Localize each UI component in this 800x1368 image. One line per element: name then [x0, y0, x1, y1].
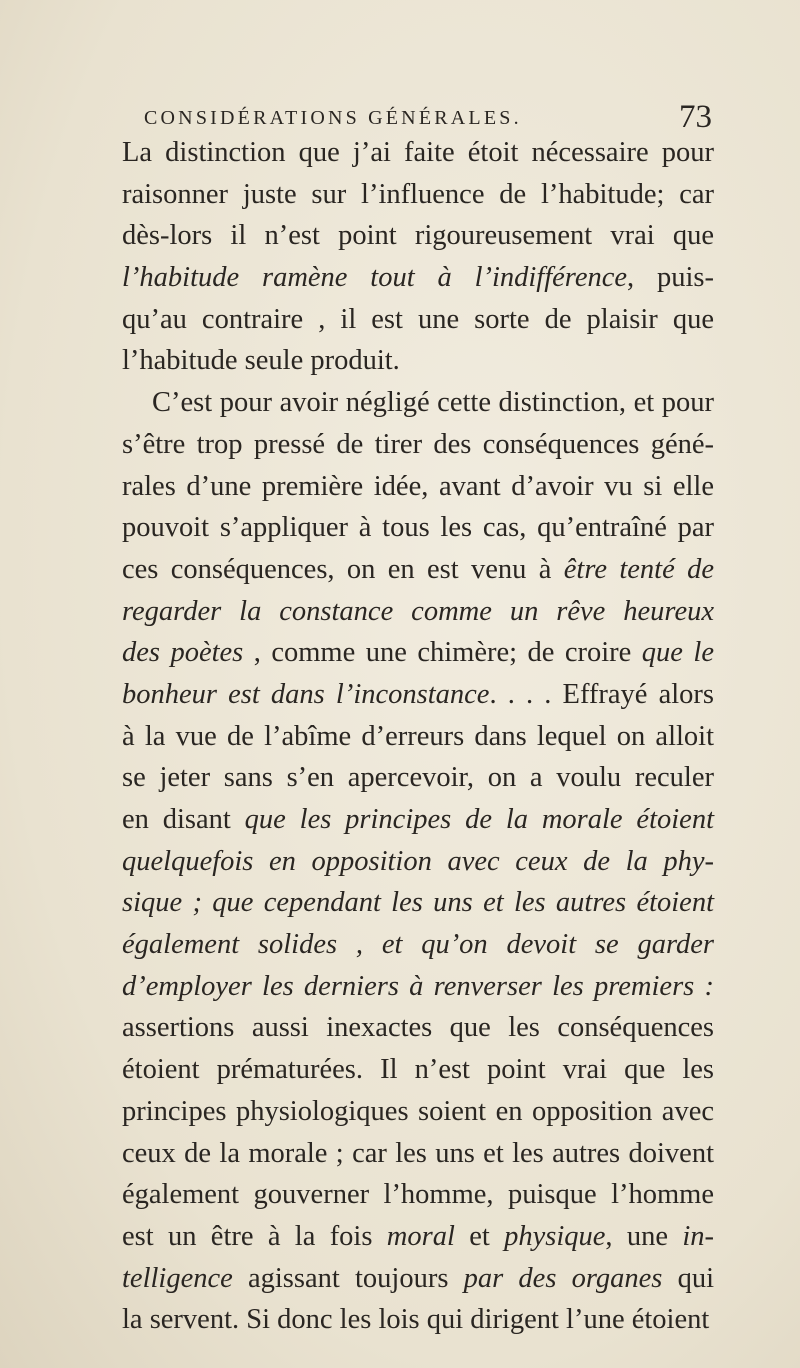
- text-run: également gouverner l’homme, puisque l’homme: [122, 1179, 714, 1211]
- text-line: [122, 174, 714, 216]
- text-line: [122, 1133, 714, 1175]
- text-line: [122, 340, 714, 382]
- text-line: [122, 716, 714, 758]
- text-run: principes physiologiques soient en opposition avec: [122, 1095, 714, 1127]
- text-run: s’être trop pressé de tirer des conséquences géné-: [122, 428, 714, 460]
- text-line: [122, 132, 714, 174]
- text-line: [122, 215, 714, 257]
- text-run: et: [454, 1220, 505, 1252]
- text-run: est un être à la fois: [122, 1220, 387, 1252]
- italic-run: telligence: [122, 1262, 233, 1294]
- text-line: [122, 1007, 714, 1049]
- italic-run: d’employer les derniers à renverser les premiers :: [122, 970, 714, 1002]
- text-run: , une: [605, 1220, 683, 1252]
- text-run: la servent. Si donc les lois qui dirigent l’une étoient: [122, 1304, 710, 1336]
- running-head: CONSIDÉRATIONS GÉNÉRALES.: [144, 107, 522, 129]
- text-run: rales d’une première idée, avant d’avoir vu si elle: [122, 470, 714, 502]
- italic-run: que le: [641, 637, 714, 669]
- text-line: [122, 924, 714, 966]
- text-run: raisonner juste sur l’influence de l’habitude; car: [122, 178, 714, 210]
- text-line: [122, 966, 714, 1008]
- text-run: qu’au contraire , il est une sorte de plaisir que: [122, 303, 714, 335]
- text-run: , comme une chimère; de croire: [243, 637, 642, 669]
- text-line: [122, 841, 714, 883]
- text-run: qui: [662, 1262, 715, 1294]
- text-line: [122, 299, 714, 341]
- text-line: [122, 1174, 714, 1216]
- text-line: [122, 757, 714, 799]
- text-run: dès-lors il n’est point rigoureusement vrai que: [122, 220, 714, 252]
- text-line: [122, 1216, 714, 1258]
- text-line: [122, 1049, 714, 1091]
- italic-run: bonheur est dans l’inconstance: [122, 678, 490, 710]
- italic-run: que les principes de la morale étoient: [244, 804, 714, 835]
- text-run: étoient prématurées. Il n’est point vrai que les: [122, 1054, 714, 1086]
- text-line: [122, 507, 714, 549]
- text-line: [122, 466, 714, 508]
- italic-run: in-: [682, 1220, 714, 1252]
- text-line: [122, 382, 714, 424]
- italic-run: moral: [386, 1220, 455, 1252]
- italic-run: quelquefois en opposition avec ceux de la phy-: [122, 845, 714, 877]
- text-run: agissant toujours: [232, 1262, 464, 1294]
- text-run: ceux de la morale ; car les uns et les autres doivent: [122, 1137, 714, 1169]
- italic-run: l’habitude ramène tout à l’indifférence: [122, 262, 628, 294]
- text-line: [122, 424, 714, 466]
- text-run: se jeter sans s’en apercevoir, on a voulu reculer: [122, 762, 714, 794]
- text-run: pouvoit s’appliquer à tous les cas, qu’entraîné par: [122, 512, 714, 544]
- italic-run: physique: [504, 1220, 606, 1252]
- text-run: . . . . Effrayé alors: [489, 678, 714, 710]
- italic-run: être tenté de: [563, 553, 714, 585]
- text-line: [122, 1091, 714, 1133]
- text-run: à la vue de l’abîme d’erreurs dans lequel on alloit: [122, 720, 714, 752]
- text-line: [122, 1258, 714, 1300]
- text-line: [122, 591, 714, 633]
- text-run: assertions aussi inexactes que les conséquences: [122, 1012, 714, 1044]
- text-line: [122, 799, 714, 841]
- text-run: ces conséquences, on en est venu à: [122, 553, 564, 585]
- body-text: [122, 132, 714, 1341]
- text-line: [122, 1299, 714, 1341]
- text-line: [122, 632, 714, 674]
- text-run: La distinction que j’ai faite étoit nécessaire pour: [122, 137, 714, 168]
- italic-run: des poètes: [122, 637, 244, 669]
- text-line: [122, 257, 714, 299]
- italic-run: sique ; que cependant les uns et les autres étoient: [122, 887, 714, 919]
- italic-run: regarder la constance comme un rêve heureux: [122, 595, 714, 627]
- italic-run: également solides , et qu’on devoit se garder: [122, 929, 714, 961]
- text-line: [122, 549, 714, 591]
- text-line: [122, 882, 714, 924]
- text-run: , puis-: [627, 262, 714, 294]
- text-run: C’est pour avoir négligé cette distinction, et pour: [152, 387, 714, 419]
- text-run: en disant: [122, 804, 245, 835]
- italic-run: par des organes: [463, 1262, 663, 1294]
- text-run: l’habitude seule produit.: [122, 345, 400, 377]
- text-line: [122, 674, 714, 716]
- page-number: 73: [679, 99, 712, 135]
